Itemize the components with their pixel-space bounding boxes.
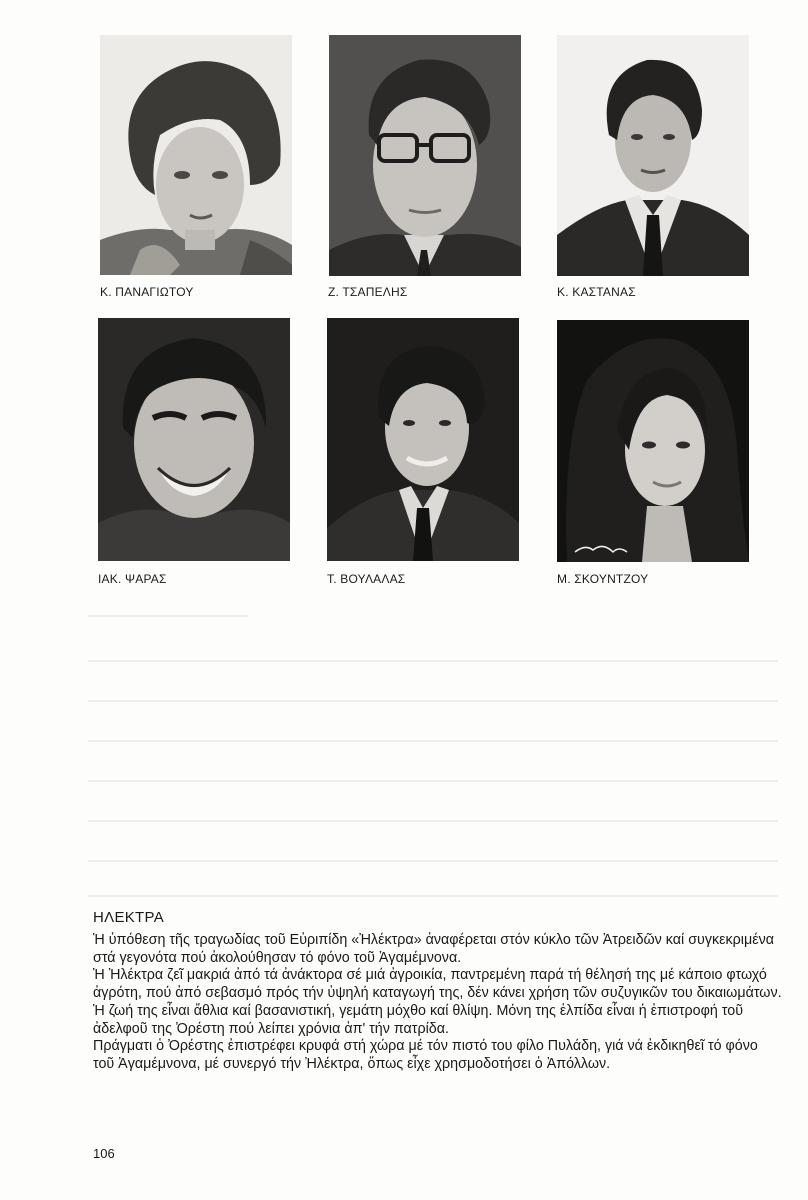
article-paragraph: Ἡ Ἠλέκτρα ζεῖ μακριά ἀπό τά ἀνάκτορα σέ μιά ἀγροικία, παντρεμένη παρά τή θέλησή της μέ κάποιο φτωχό ἀγρότη, πού ἀπό σεβασμό πρός τήν ὑψηλή καταγωγή της, δέν κάνει χρήση τῶν συζυγικῶν του δικαιωμάτων. Ἡ ζωή της εἶναι ἄθλια καί βασανιστική, γεμάτη μόχθο καί θλίψη. Μόνη της ἐλπίδα εἶναι ἡ ἐπιστροφή τοῦ ἀδελφοῦ της Ὀρέστη πού λείπει χρόνια ἀπ' τήν πατρίδα.: [93, 967, 782, 1037]
show-through-line: [88, 860, 778, 862]
portrait-photo-psaras: [98, 318, 290, 561]
show-through-line: [88, 615, 248, 617]
portrait-caption: Κ. ΚΑΣΤΑΝΑΣ: [557, 285, 636, 299]
show-through-line: [88, 895, 778, 897]
portrait-photo-skountzou: [557, 320, 749, 562]
portrait-photo-kastanas: [557, 35, 749, 276]
article-paragraph: Πράγματι ὁ Ὀρέστης ἐπιστρέφει κρυφά στή χώρα μέ τόν πιστό του φίλο Πυλάδη, γιά νά ἐκδικηθεῖ τό φόνο τοῦ Ἀγαμέμνονα, μέ συνεργό τήν Ἠλέκτρα, ὅπως εἶχε χρησμοδοτήσει ὁ Ἀπόλλων.: [93, 1038, 758, 1072]
show-through-line: [88, 660, 778, 662]
portrait-photo-voulalas: [327, 318, 519, 561]
portrait-caption: ΙΑΚ. ΨΑΡΑΣ: [98, 572, 167, 586]
show-through-line: [88, 740, 778, 742]
page-number: 106: [93, 1146, 115, 1161]
article-title: ΗΛΕΚΤΡΑ: [93, 909, 165, 926]
article-paragraph: Ἡ ὑπόθεση τῆς τραγωδίας τοῦ Εὐριπίδη «Ἠλέκτρα» ἀναφέρεται στόν κύκλο τῶν Ἀτρειδῶν καί συγκεκριμένα στά γεγονότα πού ἀκολούθησαν τό φόνο τοῦ Ἀγαμέμνονα.: [93, 932, 774, 966]
show-through-line: [88, 700, 778, 702]
portrait-photo-man-suit-tie: [557, 35, 749, 276]
portrait-photo-man-suit: [327, 318, 519, 561]
portrait-photo-woman-long-hair: [557, 320, 749, 562]
portrait-photo-tsapelis: [329, 35, 521, 276]
article: [93, 909, 783, 1074]
portrait-caption: Ζ. ΤΣΑΠΕΛΗΣ: [328, 285, 408, 299]
portrait-photo-panagiotou: [100, 35, 292, 275]
portrait-caption: Κ. ΠΑΝΑΓΙΩΤΟΥ: [100, 285, 194, 299]
show-through-line: [88, 820, 778, 822]
portrait-photo-woman-curly-hair: [100, 35, 292, 275]
portrait-caption: Μ. ΣΚΟΥΝΤΖΟΥ: [557, 572, 649, 586]
show-through-line: [88, 780, 778, 782]
portrait-photo-man-glasses: [329, 35, 521, 276]
portrait-caption: Τ. ΒΟΥΛΑΛΑΣ: [327, 572, 406, 586]
portrait-photo-man-smiling: [98, 318, 290, 561]
